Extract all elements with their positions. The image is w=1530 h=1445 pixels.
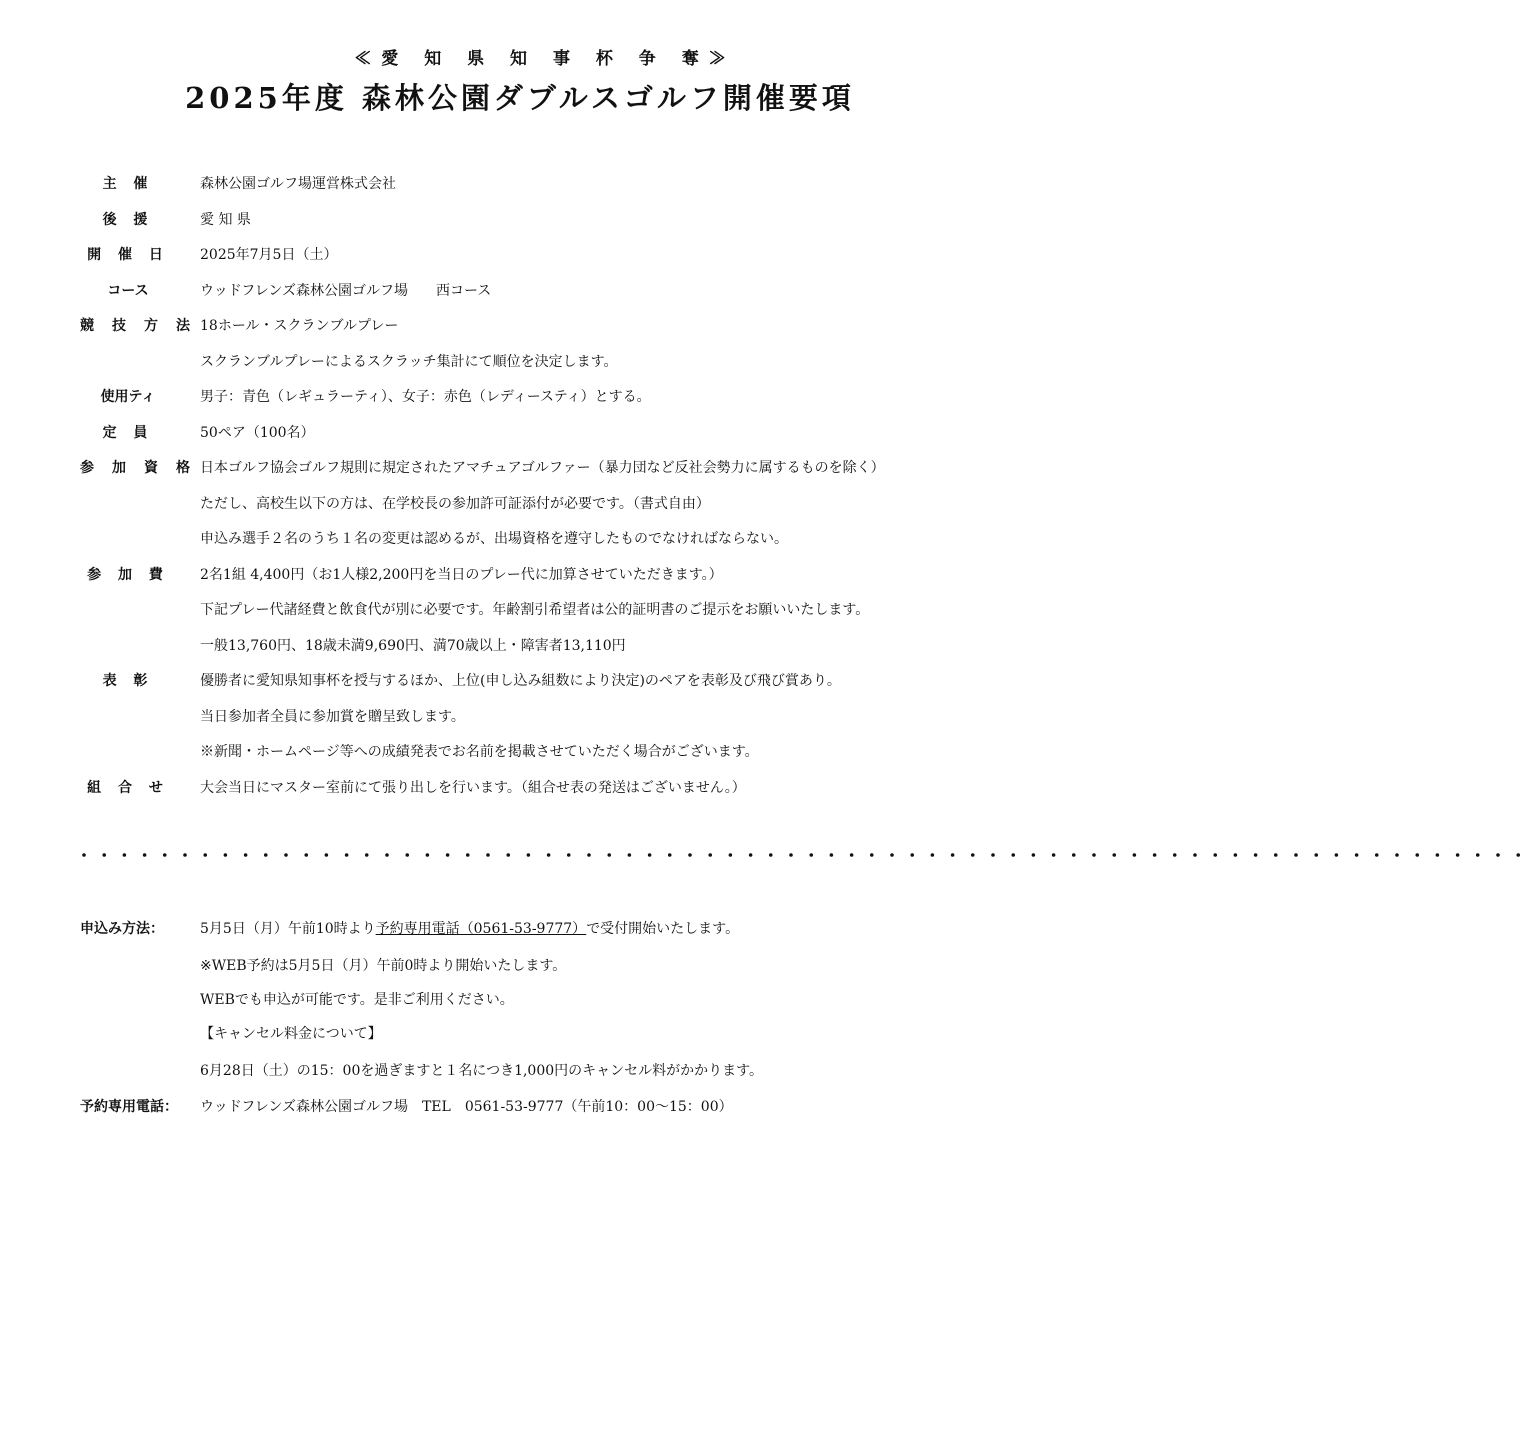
value-fee-3: 一般13,760円、18歳未満9,690円、満70歳以上・障害者13,110円 [200, 638, 626, 654]
row-date [0, 243, 1000, 267]
value-application-3: WEBでも申込が可能です。是非ご利用ください。 [200, 992, 514, 1008]
row-cancel-heading [0, 1022, 1000, 1046]
value-date: 2025年7月5日（土） [200, 247, 338, 263]
value-fee-1: 2名1組 4,400円（お1人様2,200円を当日のプレー代に加算させていただきます。） [200, 567, 723, 583]
value-capacity: 50ペア（100名） [200, 425, 315, 441]
row-eligibility [0, 456, 1000, 480]
value-award-2: 当日参加者全員に参加賞を贈呈致します。 [200, 709, 465, 725]
row-award-2 [0, 705, 1000, 729]
row-support [0, 208, 1000, 232]
row-application-2 [0, 954, 1000, 978]
reservation-phone-link[interactable]: 予約専用電話（0561-53-9777） [375, 921, 587, 937]
label-eligibility: 参加資格 [80, 460, 190, 476]
value-fee-2: 下記プレー代諸経費と飲食代が別に必要です。年齢割引希望者は公的証明書のご提示をお願いいたします。 [200, 602, 870, 618]
value-reservation: ウッドフレンズ森林公園ゴルフ場 TEL 0561-53-9777（午前10：00～15：00） [200, 1099, 733, 1115]
row-format-2 [0, 350, 1000, 374]
dotted-divider: ・・・・・・・・・・・・・・・・・・・・・・・・・・・・・・・・・・・・・・・・・・・・・・・・・・・・・・・・・・・・・・・・・・・・・・・・ [76, 846, 1530, 865]
row-tee [0, 385, 1000, 409]
value-award-1: 優勝者に愛知県知事杯を授与するほか、上位(申し込み組数により決定)のペアを表彰及び飛び賞あり。 [200, 673, 841, 689]
value-pairing: 大会当日にマスター室前にて張り出しを行います。（組合せ表の発送はございません。） [200, 780, 746, 796]
row-fee [0, 563, 1000, 587]
row-fee-2 [0, 598, 1000, 622]
row-format [0, 314, 1000, 338]
label-support: 後 援 [102, 212, 154, 228]
label-format: 競技方法 [80, 318, 190, 334]
value-eligibility-3: 申込み選手２名のうち１名の変更は認めるが、出場資格を遵守したものでなければならない。 [200, 531, 788, 547]
value-award-3: ※新聞・ホームページ等への成績発表でお名前を掲載させていただく場合がございます。 [200, 744, 759, 760]
value-organizer: 森林公園ゴルフ場運営株式会社 [200, 176, 396, 192]
row-eligibility-2 [0, 492, 1000, 516]
application-start-text: で受付開始いたします。 [586, 921, 740, 937]
label-fee: 参 加 費 [87, 567, 169, 583]
value-eligibility-2: ただし、高校生以下の方は、在学校長の参加許可証添付が必要です。（書式自由） [200, 496, 710, 512]
row-application [0, 917, 1000, 941]
value-format-2: スクランブルプレーによるスクラッチ集計にて順位を決定します。 [200, 354, 618, 370]
label-course: コース [107, 283, 149, 299]
value-format-1: 18ホール・スクランブルプレー [200, 318, 399, 334]
label-organizer: 主 催 [102, 176, 154, 192]
label-date: 開 催 日 [87, 247, 169, 263]
row-capacity [0, 421, 1000, 445]
value-application-2: ※WEB予約は5月5日（月）午前0時より開始いたします。 [200, 958, 567, 974]
value-course: ウッドフレンズ森林公園ゴルフ場 西コース [200, 283, 492, 299]
row-eligibility-3 [0, 527, 1000, 551]
row-cancel-text [0, 1059, 1000, 1083]
cancel-heading: 【キャンセル料金について】 [200, 1026, 382, 1042]
row-pairing [0, 776, 1000, 800]
value-support: 愛 知 県 [200, 212, 251, 228]
cancel-text: 6月28日（土）の15：00を過ぎますと１名につき1,000円のキャンセル料がかかります。 [200, 1063, 764, 1079]
row-course [0, 279, 1000, 303]
label-tee: 使用ティ [100, 389, 156, 405]
label-application: 申込み方法： [80, 921, 164, 937]
row-organizer [0, 172, 1000, 196]
value-eligibility-1: 日本ゴルフ協会ゴルフ規則に規定されたアマチュアゴルファー（暴力団など反社会勢力に属するものを除く） [200, 460, 885, 476]
label-reservation: 予約専用電話： [80, 1099, 178, 1115]
row-application-3 [0, 988, 1000, 1012]
row-award [0, 669, 1000, 693]
value-tee: 男子：青色（レギュラーティ）、女子：赤色（レディースティ）とする。 [200, 389, 651, 405]
row-reservation [0, 1095, 1000, 1119]
page-title: 2025年度 森林公園ダブルスゴルフ開催要項 [185, 81, 855, 115]
row-award-3 [0, 740, 1000, 764]
label-pairing: 組 合 せ [87, 780, 169, 796]
value-application-1 [200, 917, 739, 941]
label-capacity: 定 員 [102, 425, 154, 441]
row-fee-3 [0, 634, 1000, 658]
label-award: 表 彰 [102, 673, 154, 689]
application-date-text: 5月5日（月）午前10時より [200, 921, 376, 937]
subtitle: ≪愛 知 県 知 事 杯 争 奪≫ [354, 49, 736, 69]
